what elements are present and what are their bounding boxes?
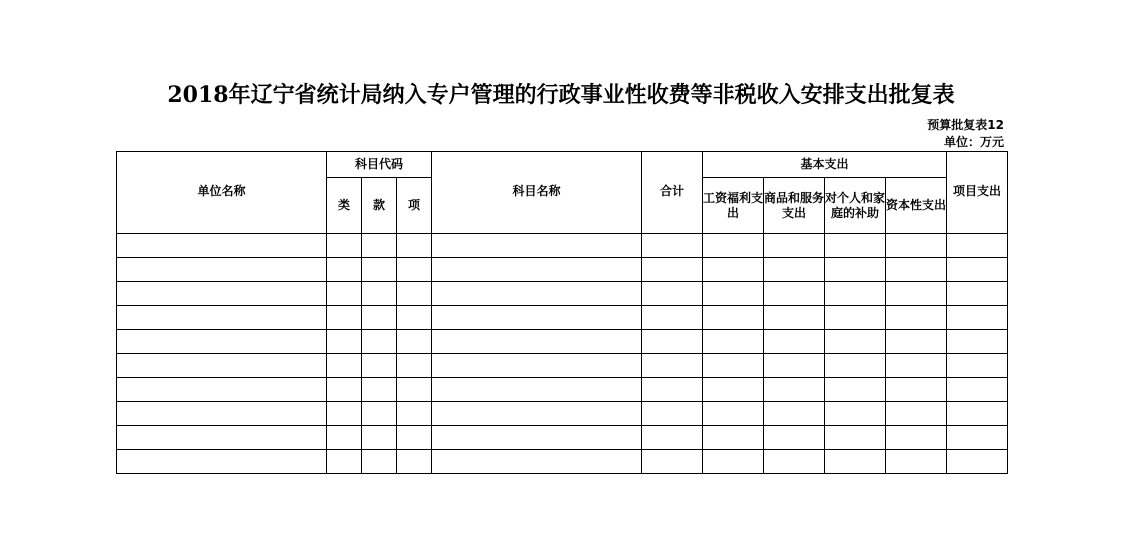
table-cell xyxy=(432,282,642,306)
header-unit-name: 单位名称 xyxy=(117,152,327,234)
table-cell xyxy=(642,354,703,378)
table-cell xyxy=(764,282,825,306)
table-cell xyxy=(886,426,947,450)
table-cell xyxy=(642,234,703,258)
table-cell xyxy=(886,354,947,378)
table-cell xyxy=(397,330,432,354)
table-cell xyxy=(117,402,327,426)
header-project-expenditure: 项目支出 xyxy=(947,152,1008,234)
document-title: 2018年辽宁省统计局纳入专户管理的行政事业性收费等非税收入安排支出批复表 xyxy=(167,82,955,108)
table-cell xyxy=(117,306,327,330)
header-total: 合计 xyxy=(642,152,703,234)
table-cell xyxy=(947,426,1008,450)
header-capital-expenditure: 资本性支出 xyxy=(886,178,947,234)
table-cell xyxy=(703,354,764,378)
table-cell xyxy=(642,426,703,450)
table-cell xyxy=(703,378,764,402)
table-cell xyxy=(825,306,886,330)
header-item: 项 xyxy=(397,178,432,234)
table-row xyxy=(117,306,1008,330)
header-section: 款 xyxy=(362,178,397,234)
table-cell xyxy=(432,402,642,426)
table-cell xyxy=(327,330,362,354)
table-cell xyxy=(703,330,764,354)
table-cell xyxy=(764,354,825,378)
table-cell xyxy=(825,426,886,450)
table-cell xyxy=(362,402,397,426)
table-cell xyxy=(362,378,397,402)
table-cell xyxy=(886,402,947,426)
table-body xyxy=(117,234,1008,474)
table-cell xyxy=(432,450,642,474)
table-cell xyxy=(642,282,703,306)
table-cell xyxy=(825,258,886,282)
table-cell xyxy=(886,306,947,330)
table-cell xyxy=(397,306,432,330)
table-row xyxy=(117,258,1008,282)
table-cell xyxy=(397,234,432,258)
table-cell xyxy=(362,450,397,474)
table-cell xyxy=(117,426,327,450)
table-cell xyxy=(327,354,362,378)
header-basic-expenditure: 基本支出 xyxy=(703,152,947,178)
table-cell xyxy=(362,258,397,282)
table-cell xyxy=(362,306,397,330)
table-cell xyxy=(432,354,642,378)
table-cell xyxy=(432,378,642,402)
table-cell xyxy=(327,402,362,426)
table-cell xyxy=(432,234,642,258)
table-cell xyxy=(825,378,886,402)
table-row xyxy=(117,282,1008,306)
table-cell xyxy=(825,234,886,258)
table-row xyxy=(117,330,1008,354)
table-cell xyxy=(327,450,362,474)
table-cell xyxy=(764,306,825,330)
table-cell xyxy=(432,258,642,282)
table-cell xyxy=(825,330,886,354)
table-cell xyxy=(825,402,886,426)
table-cell xyxy=(397,258,432,282)
table-code: 预算批复表12 xyxy=(927,118,1004,132)
table-cell xyxy=(327,282,362,306)
table-cell xyxy=(397,402,432,426)
table-cell xyxy=(947,330,1008,354)
table-cell xyxy=(642,258,703,282)
table-cell xyxy=(117,330,327,354)
table-cell xyxy=(397,282,432,306)
table-cell xyxy=(703,402,764,426)
table-cell xyxy=(362,354,397,378)
header-individual-family-subsidy: 对个人和家庭的补助 xyxy=(825,178,886,234)
table-cell xyxy=(703,282,764,306)
table-cell xyxy=(764,234,825,258)
table-cell xyxy=(886,330,947,354)
table-cell xyxy=(327,234,362,258)
table-row xyxy=(117,450,1008,474)
table-cell xyxy=(362,282,397,306)
table-cell xyxy=(362,330,397,354)
table-cell xyxy=(825,354,886,378)
table-cell xyxy=(947,378,1008,402)
table-cell xyxy=(642,306,703,330)
table-cell xyxy=(642,378,703,402)
table-cell xyxy=(117,282,327,306)
table-cell xyxy=(886,258,947,282)
table-cell xyxy=(432,330,642,354)
table-cell xyxy=(432,426,642,450)
header-salary-welfare: 工资福利支出 xyxy=(703,178,764,234)
table-cell xyxy=(397,450,432,474)
table-cell xyxy=(117,378,327,402)
table-cell xyxy=(117,354,327,378)
table-row xyxy=(117,354,1008,378)
table-cell xyxy=(703,426,764,450)
table-cell xyxy=(764,450,825,474)
header-subject-code: 科目代码 xyxy=(327,152,432,178)
header-subject-name: 科目名称 xyxy=(432,152,642,234)
table-row xyxy=(117,234,1008,258)
table-cell xyxy=(947,306,1008,330)
table-cell xyxy=(327,258,362,282)
table-cell xyxy=(825,450,886,474)
table-cell xyxy=(886,378,947,402)
table-cell xyxy=(947,234,1008,258)
table-cell xyxy=(947,258,1008,282)
table-cell xyxy=(397,378,432,402)
table-row xyxy=(117,402,1008,426)
table-cell xyxy=(764,330,825,354)
table-cell xyxy=(117,258,327,282)
table-cell xyxy=(117,234,327,258)
table-cell xyxy=(327,306,362,330)
table-row xyxy=(117,426,1008,450)
table-cell xyxy=(703,450,764,474)
table-cell xyxy=(947,282,1008,306)
table-cell xyxy=(764,258,825,282)
table-cell xyxy=(703,306,764,330)
header-class: 类 xyxy=(327,178,362,234)
header-goods-services: 商品和服务支出 xyxy=(764,178,825,234)
table-cell xyxy=(764,426,825,450)
table-cell xyxy=(886,282,947,306)
budget-table xyxy=(116,151,1008,474)
table-cell xyxy=(947,450,1008,474)
table-cell xyxy=(947,354,1008,378)
table-cell xyxy=(642,450,703,474)
table-cell xyxy=(703,234,764,258)
table-cell xyxy=(947,402,1008,426)
table-row xyxy=(117,378,1008,402)
table-cell xyxy=(432,306,642,330)
table-cell xyxy=(397,426,432,450)
table-cell xyxy=(327,378,362,402)
table-cell xyxy=(327,426,362,450)
table-cell xyxy=(825,282,886,306)
table-cell xyxy=(886,234,947,258)
table-cell xyxy=(764,402,825,426)
table-cell xyxy=(117,450,327,474)
table-cell xyxy=(642,402,703,426)
table-cell xyxy=(886,450,947,474)
table-cell xyxy=(703,258,764,282)
table-cell xyxy=(642,330,703,354)
table-cell xyxy=(397,354,432,378)
unit-label: 单位：万元 xyxy=(943,135,1004,149)
table-cell xyxy=(764,378,825,402)
table-cell xyxy=(362,234,397,258)
table-cell xyxy=(362,426,397,450)
